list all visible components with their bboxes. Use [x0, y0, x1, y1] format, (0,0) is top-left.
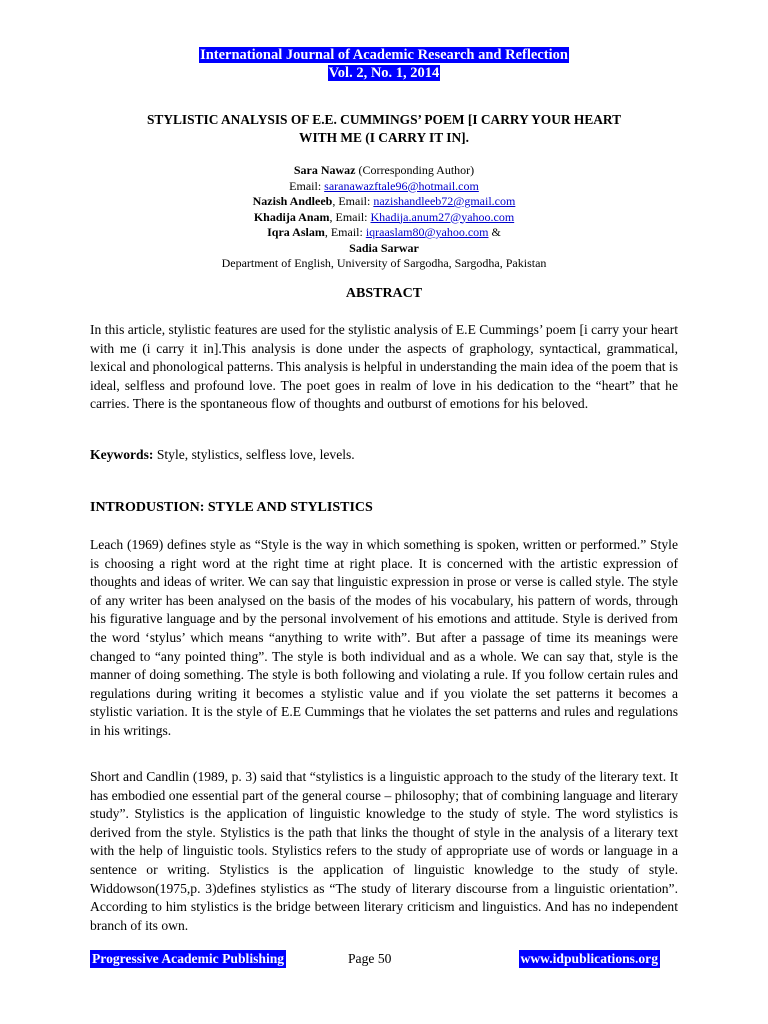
- author-1: [90, 163, 678, 179]
- author-4-name: Iqra Aslam: [267, 225, 325, 239]
- author-block: [90, 163, 678, 272]
- author-2-name: Nazish Andleeb: [252, 194, 333, 208]
- author-2-email-label: , Email:: [332, 194, 371, 208]
- keywords-label: Keywords:: [90, 447, 154, 462]
- keywords-text: Style, stylistics, selfless love, levels.: [156, 447, 355, 462]
- intro-paragraph-2: Short and Candlin (1989, p. 3) said that “stylistics is a linguistic approach to the study of the literary text. It has embodied one essential part of the general course – philosophy; that of combining language and literary study”. Stylistics is the application of linguistic knowledge to the study of style. The word stylistics is derived from the style. Stylistics is the path that links the thought of style in the analysis of a literary text with the help of linguistic tools. Stylistics refers to the study of appropriate use of words or language in a sentence or writing. Stylistics is the application of linguistic knowledge to the study of style. Widdowson(1975,p. 3)defines stylistics as “The study of literary discourse from a linguistic orientation”. According to him stylistics is the bridge between literary criticism and linguistics. And has no independent branch of its own.: [90, 769, 678, 933]
- paper-title: [90, 111, 678, 147]
- page-footer: [90, 950, 660, 968]
- paper-title-line2: WITH ME (I CARRY IT IN].: [299, 130, 469, 145]
- author-3-name: Khadija Anam: [253, 209, 330, 224]
- author-1-email-label: Email:: [289, 178, 322, 193]
- abstract-paragraph: In this article, stylistic features are used for the stylistic analysis of E.E Cummings’ poem [i carry your heart with me (i carry it in].This analysis is done under the aspects of graphology, syntactical, grammatical, lexical and phonological patterns. This analysis is helpful in understanding the main idea of the poem that is ideal, selfless and profound love. The poet goes in realm of love in his dedication to the “heart” that he carries. There is the spontaneous flow of thoughts and outburst of emotions for his beloved.: [90, 322, 678, 412]
- author-1-email-link[interactable]: saranawazftale96@hotmail.com: [324, 178, 479, 193]
- footer-page-number: Page 50: [348, 951, 392, 966]
- journal-name: International Journal of Academic Research and Reflection: [200, 47, 568, 63]
- author-5-name: Sadia Sarwar: [349, 240, 419, 255]
- author-2-email-link[interactable]: nazishandleeb72@gmail.com: [373, 194, 516, 208]
- author-4-email-link[interactable]: iqraaslam80@yahoo.com: [365, 225, 489, 239]
- author-4-email-label: , Email:: [324, 225, 363, 239]
- author-4: [90, 225, 678, 241]
- author-2: [90, 194, 678, 210]
- author-5: [90, 241, 678, 257]
- author-4-suffix: &: [491, 225, 501, 239]
- author-1-email-line: [90, 179, 678, 195]
- keywords-line: [90, 446, 678, 465]
- abstract-heading: ABSTRACT: [345, 286, 423, 301]
- footer-website[interactable]: www.idpublications.org: [520, 951, 658, 966]
- author-3-email-label: , Email:: [329, 209, 368, 224]
- author-3: [90, 210, 678, 226]
- journal-volume: Vol. 2, No. 1, 2014: [328, 65, 440, 81]
- footer-publisher: Progressive Academic Publishing: [92, 951, 285, 966]
- journal-header: [0, 46, 768, 82]
- paper-title-line1: STYLISTIC ANALYSIS OF E.E. CUMMINGS’ POEM [I CARRY YOUR HEART: [146, 112, 622, 127]
- author-1-name: Sara Nawaz: [293, 163, 356, 177]
- author-1-role: (Corresponding Author): [358, 163, 475, 177]
- affiliation: Department of English, University of Sargodha, Sargodha, Pakistan: [221, 256, 547, 270]
- author-3-email-link[interactable]: Khadija.anum27@yahoo.com: [370, 209, 515, 224]
- intro-paragraph-1: Leach (1969) defines style as “Style is the way in which something is spoken, written or performed.” Style is choosing a right word at the right time at right place. It is concerned with the artistic expression of thoughts and ideas of writer. We can say that linguistic expression in prose or verse is called style. The style of any writer has been analysed on the basis of the modes of his vocabulary, his pattern of words, through his figurative language and by the personal involvement of his emotions and attitude. Style is derived from the word ‘stylus’ which means “anything to write with”. But after a passage of time its meanings were changed to “any pointed thing”. The style is both individual and as a whole. We can say that, style is the manner of doing something. The style is both following and violating a rule. If you follow certain rules and regulations during writing it becomes a stylistic value and if you violate the set patterns it becomes a stylistic variation. It is the style of E.E Cummings that he violates the set patterns and rules and regulations in his writings.: [90, 537, 678, 738]
- intro-heading: INTRODUSTION: STYLE AND STYLISTICS: [90, 500, 373, 515]
